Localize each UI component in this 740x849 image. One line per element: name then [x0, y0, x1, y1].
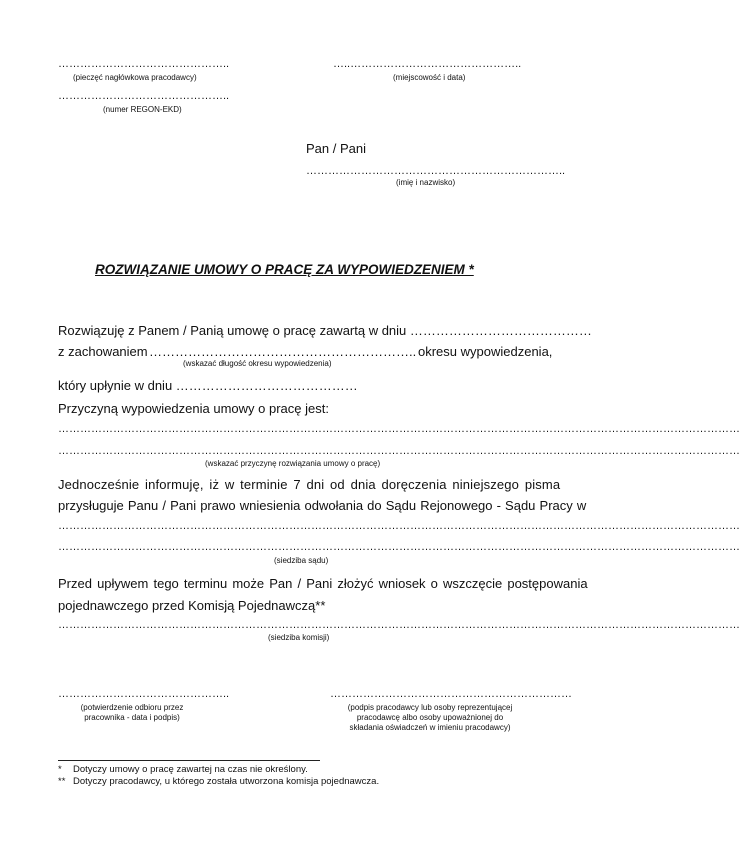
commission-caption: (siedziba komisji) — [268, 633, 330, 642]
body-line-commission-1: Przed upływem tego terminu może Pan / Pani złożyć wniosek o wszczęcie postępowania — [58, 576, 588, 591]
reason-dots-1: …………………………………………………………………………………………………………………………………………………………………… — [58, 423, 740, 435]
notice-period-caption: (wskazać długość okresu wypowiedzenia) — [183, 359, 332, 368]
court-dots-2: …………………………………………………………………………………………………………………………………………………………………… — [58, 541, 740, 553]
body-line-appeal-info-2: przysługuje Panu / Pani prawo wniesienia odwołania do Sądu Rejonowego - Sądu Pracy w — [58, 498, 587, 513]
employer-signature-caption-line: pracodawcę albo osoby upoważnionej do — [356, 713, 504, 722]
body-line-expiry-date: który upłynie w dniu …………………………………… — [58, 378, 358, 393]
footnote-separator — [58, 760, 320, 761]
employer-signature-caption-line: (podpis pracodawcy lub osoby reprezentującej — [347, 703, 513, 712]
employee-signature-caption — [58, 703, 206, 723]
employer-signature-caption-line: składania oświadczeń w imieniu pracodawcy) — [349, 723, 511, 732]
body-line-contract-date: Rozwiązuję z Panem / Panią umowę o pracę zawartą w dniu …………………………………… — [58, 323, 592, 338]
body-line-notice-suffix: okresu wypowiedzenia, — [418, 344, 553, 359]
place-date-dots: …..……………………………………….. — [333, 58, 522, 70]
reason-dots-2: …………………………………………………………………………………………………………………………………………………………………… — [58, 445, 740, 457]
document-title: ROZWIĄZANIE UMOWY O PRACĘ ZA WYPOWIEDZENIEM * — [95, 262, 474, 277]
addressee-name-caption: (imię i nazwisko) — [396, 178, 456, 187]
employee-signature-dots: ……………………………………….. — [58, 688, 230, 700]
body-line-commission-2: pojednawczego przed Komisją Pojednawczą** — [58, 598, 326, 613]
employer-signature-dots: ………………………………………………………… — [330, 688, 572, 700]
body-line-appeal-info-1: Jednocześnie informuję, iż w terminie 7 dni od dnia doręczenia niniejszego pisma — [58, 477, 561, 492]
notice-period-dots: …………………………………………………….. — [149, 344, 417, 359]
body-line-reason-label: Przyczyną wypowiedzenia umowy o pracę jest: — [58, 401, 329, 416]
reason-caption: (wskazać przyczynę rozwiązania umowy o pracę) — [205, 459, 381, 468]
stamp-dots: ……………………………………….. — [58, 58, 230, 70]
employer-signature-caption — [330, 703, 530, 733]
addressee-name-dots: …………………………………………………………….. — [306, 165, 566, 177]
commission-dots: …………………………………………………………………………………………………………………………………………………………………… — [58, 619, 740, 631]
employee-signature-caption-line: (potwierdzenie odbioru przez — [80, 703, 184, 712]
court-dots-1: …………………………………………………………………………………………………………………………………………………………………… — [58, 520, 740, 532]
footnote-1-text: Dotyczy umowy o pracę zawartej na czas nie określony. — [73, 764, 308, 775]
footnote-1-mark: * — [58, 764, 62, 775]
body-line-notice-label: z zachowaniem — [58, 344, 148, 359]
employee-signature-caption-line: pracownika - data i podpis) — [84, 713, 180, 722]
stamp-caption: (pieczęć nagłówkowa pracodawcy) — [73, 73, 197, 82]
place-date-caption: (miejscowość i data) — [393, 73, 466, 82]
regon-dots: ……………………………………….. — [58, 90, 230, 102]
footnote-2-mark: ** — [58, 776, 66, 787]
addressee-salutation: Pan / Pani — [306, 141, 366, 156]
footnote-2-text: Dotyczy pracodawcy, u którego została utworzona komisja pojednawcza. — [73, 776, 380, 787]
regon-caption: (numer REGON-EKD) — [103, 105, 182, 114]
court-caption: (siedziba sądu) — [274, 556, 329, 565]
